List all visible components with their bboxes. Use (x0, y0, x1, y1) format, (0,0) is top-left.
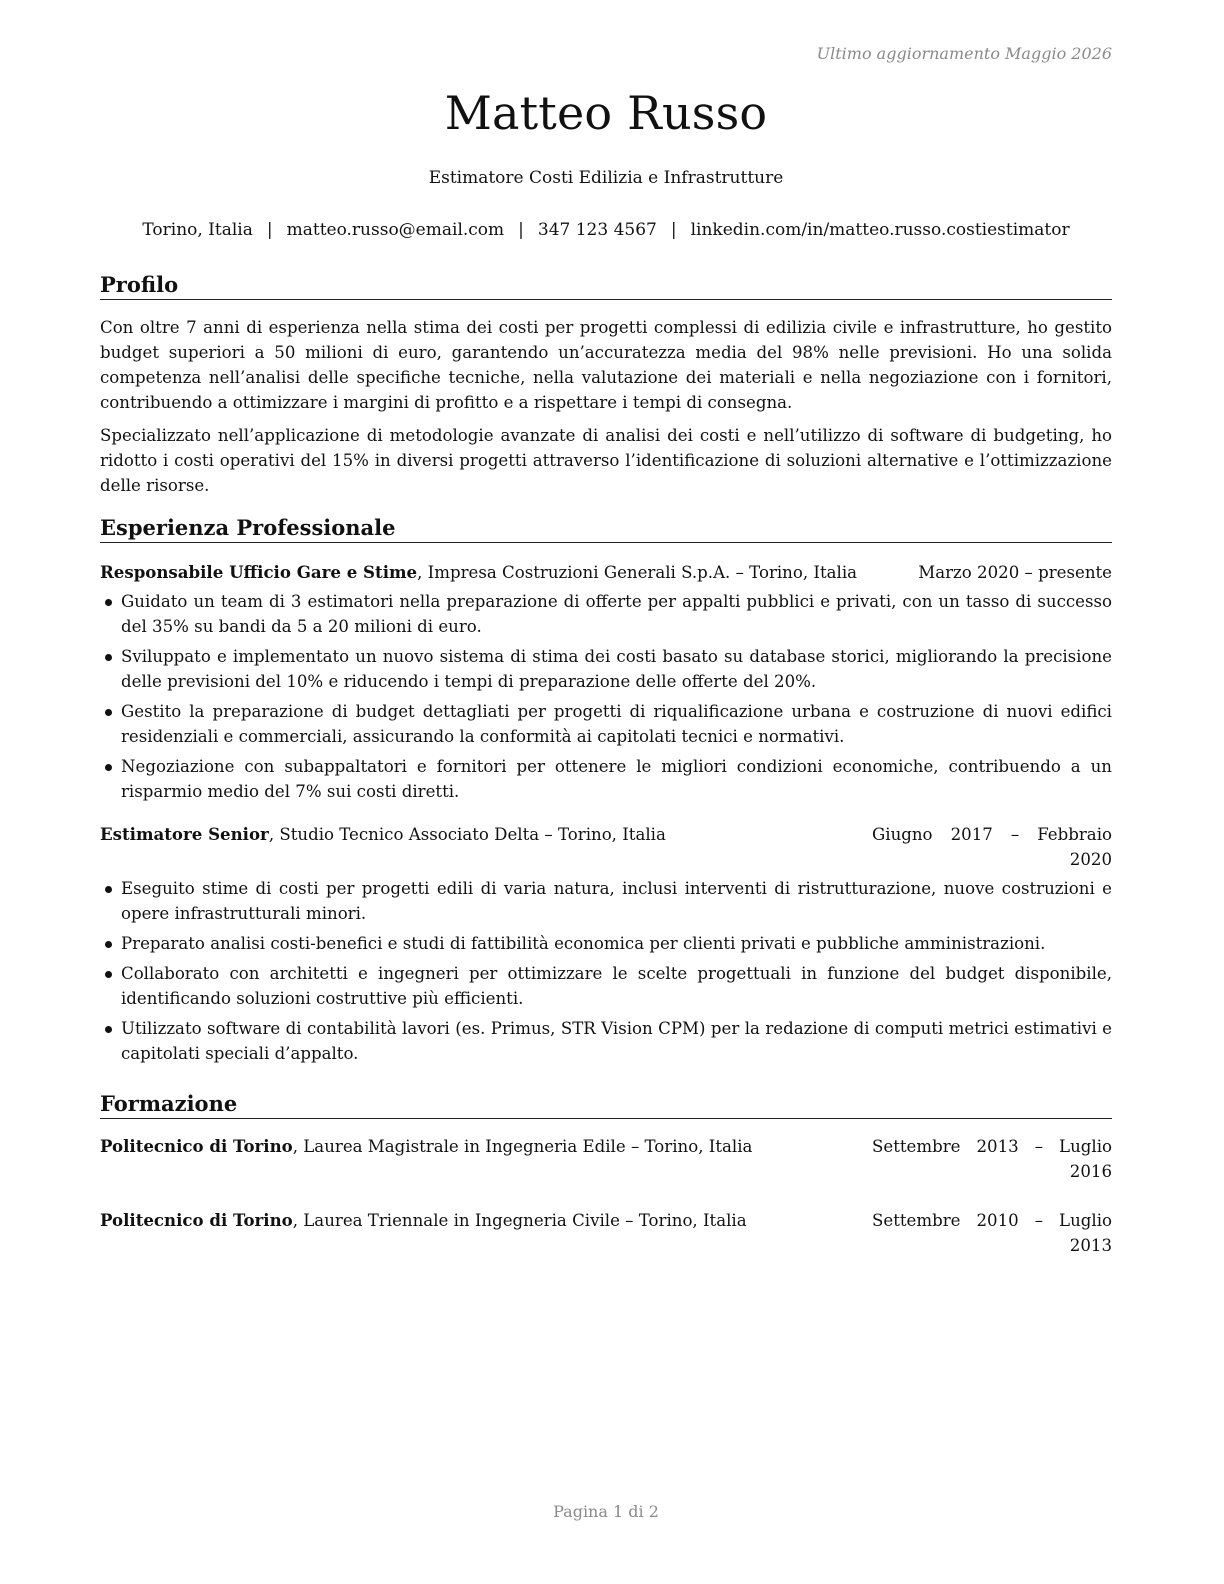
profile-paragraph: Con oltre 7 anni di esperienza nella stima dei costi per progetti complessi di edilizia civile e infrastrutture, ho gestito budget superiori a 50 milioni di euro, garantendo un’accuratezza media del 98% nelle previsioni. Ho una solida competenza nell’analisi delle specifiche tecniche, nella valutazione dei materiali e nella negoziazione con i fornitori, contribuendo a ottimizzare i margini di profitto e a rispettare i tempi di consegna. (100, 318, 1112, 412)
list-item: Preparato analisi costi-benefici e studi di fattibilità economica per clienti privati e pubbliche amministrazioni. (100, 931, 1112, 956)
profile-section (100, 271, 1112, 498)
list-item: Eseguito stime di costi per progetti edili di varia natura, inclusi interventi di ristrutturazione, nuove costruzioni e opere infrastrutturali minori. (100, 876, 1112, 926)
contact-separator: | (518, 220, 524, 240)
candidate-role: Estimatore Costi Edilizia e Infrastrutture (428, 168, 784, 188)
job-dates: Giugno 2017 – Febbraio 2020 (872, 825, 1112, 869)
contact-line (100, 220, 1112, 240)
education-dates: Settembre 2013 – Luglio 2016 (872, 1137, 1112, 1181)
list-item: Negoziazione con subappaltatori e fornitori per ottenere le migliori condizioni economiche, contribuendo a un risparmio medio del 7% sui costi diretti. (100, 754, 1112, 804)
education-section (100, 1090, 1112, 1258)
section-title-experience: Esperienza Professionale (100, 514, 1112, 543)
job-bullets (100, 876, 1112, 1066)
job-header (100, 822, 1112, 872)
last-updated: Ultimo aggiornamento Maggio 2026 (816, 44, 1112, 63)
section-title-profile: Profilo (100, 271, 1112, 300)
job-company: , Impresa Costruzioni Generali S.p.A. – Torino, Italia (417, 563, 858, 582)
education-entry (100, 1134, 1112, 1184)
education-dates: Settembre 2010 – Luglio 2013 (872, 1211, 1112, 1255)
list-item: Gestito la preparazione di budget dettagliati per progetti di riqualificazione urbana e costruzione di nuovi edifici residenziali e commerciali, assicurando la conformità ai capitolati tecnici e normativi. (100, 699, 1112, 749)
list-item: Sviluppato e implementato un nuovo sistema di stima dei costi basato su database storici, migliorando la precisione delle previsioni del 10% e riducendo i tempi di preparazione delle offerte del 20%. (100, 644, 1112, 694)
profile-paragraph: Specializzato nell’applicazione di metodologie avanzate di analisi dei costi e nell’utilizzo di software di budgeting, ho ridotto i costi operativi del 15% in diversi progetti attraverso l’identificazione di soluzioni alternative e l’ottimizzazione delle risorse. (100, 426, 1112, 495)
contact-location: Torino, Italia (142, 220, 253, 240)
page-number: Pagina 1 di 2 (553, 1502, 659, 1521)
education-entry (100, 1208, 1112, 1258)
candidate-name: Matteo Russo (444, 86, 768, 140)
section-title-education: Formazione (100, 1090, 1112, 1119)
contact-separator: | (670, 220, 677, 240)
contact-phone: 347 123 4567 (537, 220, 657, 240)
job-position: Responsabile Ufficio Gare e Stime (100, 562, 418, 582)
education-school: Politecnico di Torino (100, 1210, 293, 1230)
contact-linkedin[interactable]: linkedin.com/in/matteo.russo.costiestimator (690, 220, 1070, 240)
job-entry (100, 822, 1112, 1066)
job-dates: Marzo 2020 – presente (918, 563, 1112, 582)
education-school: Politecnico di Torino (100, 1136, 293, 1156)
job-entry (100, 560, 1112, 804)
education-degree: , Laurea Magistrale in Ingegneria Edile – Torino, Italia (292, 1137, 753, 1156)
experience-section (100, 514, 1112, 1071)
job-position: Estimatore Senior (100, 824, 269, 844)
contact-email[interactable]: matteo.russo@email.com (286, 220, 505, 240)
job-bullets (100, 589, 1112, 804)
list-item: Collaborato con architetti e ingegneri per ottimizzare le scelte progettuali in funzione del budget disponibile, identificando soluzioni costruttive più efficienti. (100, 961, 1112, 1011)
job-header (100, 560, 1112, 585)
education-degree: , Laurea Triennale in Ingegneria Civile – Torino, Italia (292, 1211, 747, 1230)
resume-page (100, 0, 1112, 1584)
contact-separator: | (266, 220, 273, 240)
list-item: Guidato un team di 3 estimatori nella preparazione di offerte per appalti pubblici e privati, con un tasso di successo del 35% su bandi da 5 a 20 milioni di euro. (100, 589, 1112, 639)
list-item: Utilizzato software di contabilità lavori (es. Primus, STR Vision CPM) per la redazione di computi metrici estimativi e capitolati speciali d’appalto. (100, 1016, 1112, 1066)
job-company: , Studio Tecnico Associato Delta – Torino, Italia (268, 825, 666, 844)
